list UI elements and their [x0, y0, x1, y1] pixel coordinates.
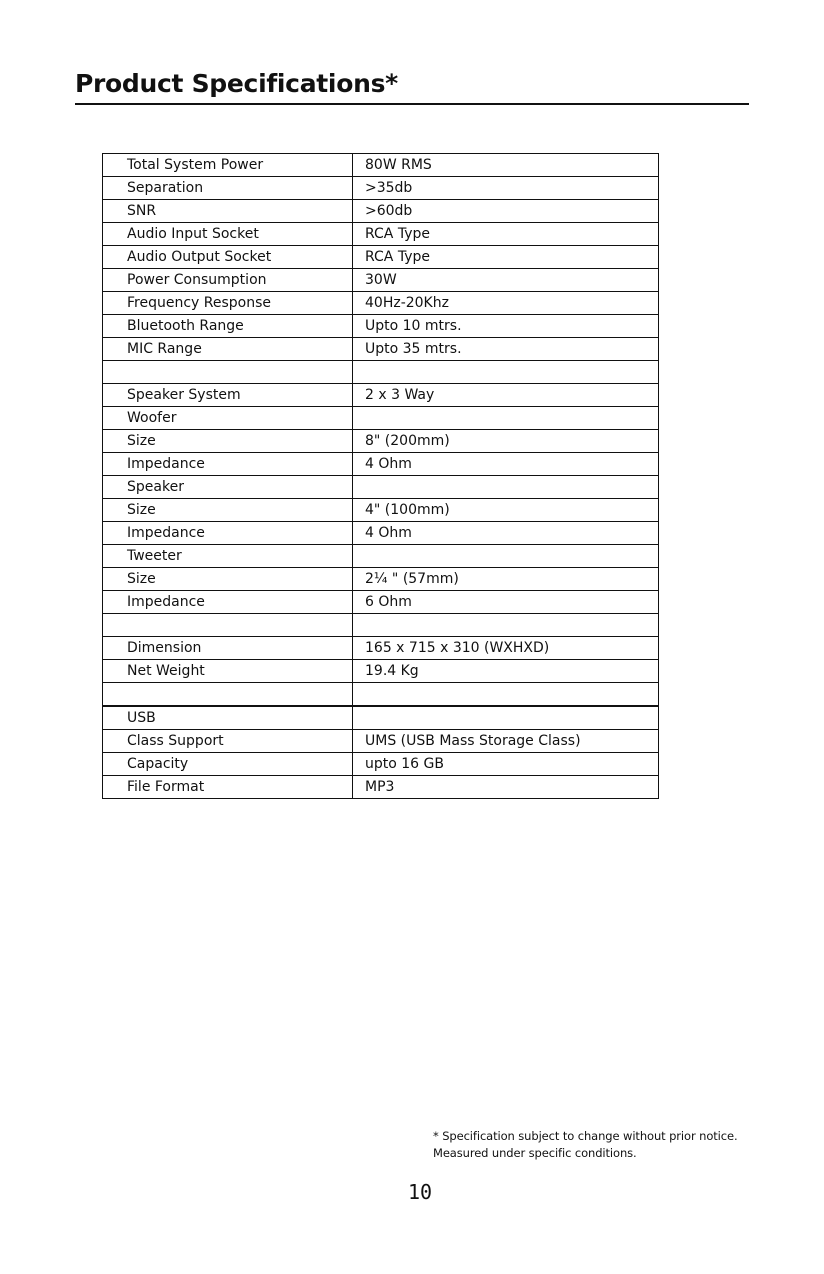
spec-label — [103, 683, 353, 707]
spec-label: Audio Input Socket — [103, 223, 353, 246]
spec-label: Power Consumption — [103, 269, 353, 292]
spec-value: MP3 — [353, 776, 659, 799]
table-row-spacer — [103, 614, 659, 637]
spec-label: Net Weight — [103, 660, 353, 683]
table-row — [103, 407, 659, 430]
spec-label: Size — [103, 568, 353, 591]
footnote-line: Measured under specific conditions. — [433, 1146, 637, 1160]
table-row-spacer — [103, 361, 659, 384]
table-row — [103, 568, 659, 591]
spec-label: Impedance — [103, 522, 353, 545]
table-row — [103, 200, 659, 223]
table-row — [103, 637, 659, 660]
table-row — [103, 223, 659, 246]
spec-label: Total System Power — [103, 154, 353, 177]
table-row-spacer — [103, 683, 659, 707]
spec-value: 80W RMS — [353, 154, 659, 177]
spec-value: 30W — [353, 269, 659, 292]
table-row — [103, 453, 659, 476]
spec-value — [353, 614, 659, 637]
spec-value: RCA Type — [353, 223, 659, 246]
spec-label: Audio Output Socket — [103, 246, 353, 269]
spec-value: RCA Type — [353, 246, 659, 269]
spec-label: File Format — [103, 776, 353, 799]
table-row — [103, 292, 659, 315]
table-row — [103, 430, 659, 453]
spec-value: >35db — [353, 177, 659, 200]
spec-value — [353, 361, 659, 384]
table-row — [103, 591, 659, 614]
spec-value — [353, 545, 659, 568]
table-row — [103, 315, 659, 338]
spec-value: 165 x 715 x 310 (WXHXD) — [353, 637, 659, 660]
spec-label: Impedance — [103, 591, 353, 614]
spec-label: Size — [103, 499, 353, 522]
spec-label: MIC Range — [103, 338, 353, 361]
specifications-table — [102, 153, 659, 799]
spec-label: Dimension — [103, 637, 353, 660]
spec-label: Speaker — [103, 476, 353, 499]
spec-label: Tweeter — [103, 545, 353, 568]
spec-label — [103, 614, 353, 637]
spec-label: Impedance — [103, 453, 353, 476]
spec-value: upto 16 GB — [353, 753, 659, 776]
spec-label: Woofer — [103, 407, 353, 430]
spec-label: Separation — [103, 177, 353, 200]
spec-label: SNR — [103, 200, 353, 223]
table-row — [103, 545, 659, 568]
table-row — [103, 338, 659, 361]
spec-label: Speaker System — [103, 384, 353, 407]
table-row — [103, 384, 659, 407]
spec-value: Upto 35 mtrs. — [353, 338, 659, 361]
spec-value: 2¼ " (57mm) — [353, 568, 659, 591]
table-row — [103, 753, 659, 776]
spec-value — [353, 407, 659, 430]
spec-label: USB — [103, 706, 353, 730]
table-row — [103, 246, 659, 269]
spec-value — [353, 683, 659, 707]
spec-label: Size — [103, 430, 353, 453]
footnote-line: * Specification subject to change without prior notice. — [433, 1129, 738, 1143]
spec-value: 19.4 Kg — [353, 660, 659, 683]
table-row — [103, 730, 659, 753]
spec-value: 40Hz-20Khz — [353, 292, 659, 315]
spec-value: 2 x 3 Way — [353, 384, 659, 407]
spec-value: 8" (200mm) — [353, 430, 659, 453]
spec-value: 4 Ohm — [353, 522, 659, 545]
table-row — [103, 776, 659, 799]
table-row — [103, 522, 659, 545]
spec-value — [353, 476, 659, 499]
spec-value: UMS (USB Mass Storage Class) — [353, 730, 659, 753]
table-row — [103, 476, 659, 499]
spec-value: 6 Ohm — [353, 591, 659, 614]
spec-value: 4 Ohm — [353, 453, 659, 476]
table-row — [103, 269, 659, 292]
table-row — [103, 154, 659, 177]
spec-value: 4" (100mm) — [353, 499, 659, 522]
table-row — [103, 177, 659, 200]
title-divider — [75, 103, 749, 105]
spec-label: Capacity — [103, 753, 353, 776]
spec-value: >60db — [353, 200, 659, 223]
table-row — [103, 706, 659, 730]
spec-value: Upto 10 mtrs. — [353, 315, 659, 338]
footnote — [433, 1128, 738, 1162]
spec-label: Frequency Response — [103, 292, 353, 315]
table-row — [103, 660, 659, 683]
spec-value — [353, 706, 659, 730]
spec-label: Class Support — [103, 730, 353, 753]
spec-label: Bluetooth Range — [103, 315, 353, 338]
spec-label — [103, 361, 353, 384]
page-number: 10 — [407, 1180, 433, 1204]
table-row — [103, 499, 659, 522]
page-title: Product Specifications* — [75, 69, 398, 98]
